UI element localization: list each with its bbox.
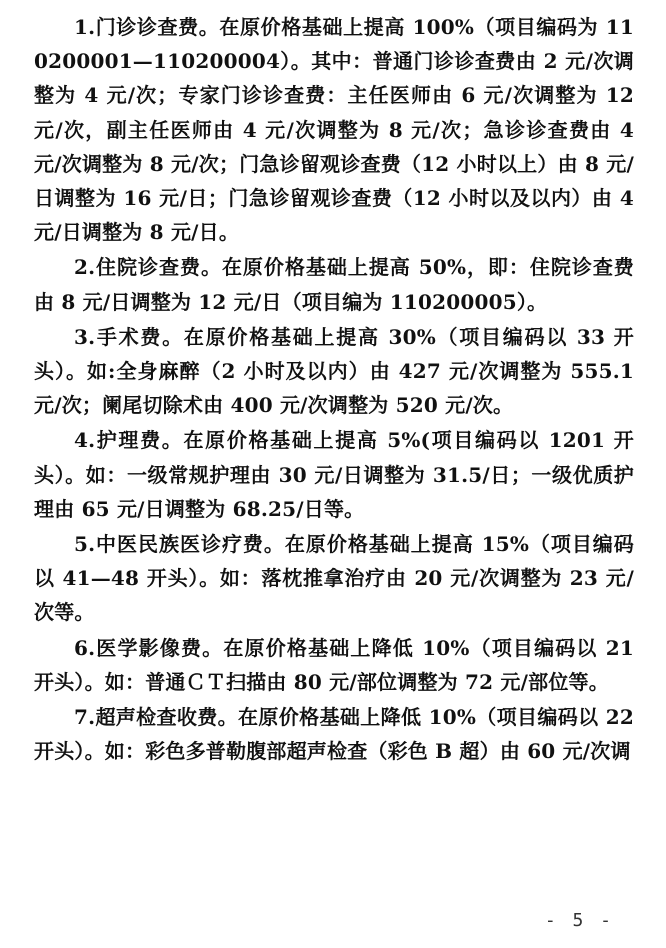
page-number: - 5 - xyxy=(544,910,614,931)
paragraph-ultrasound-fee xyxy=(34,700,634,768)
document-page xyxy=(34,10,634,768)
paragraph-imaging-fee xyxy=(34,631,634,699)
paragraph-heading: 7.超声检查收费。 xyxy=(74,705,239,730)
paragraph-body: 在原价格基础上提高 30%（项目编码以 33 开头）。如:全身麻醉（2 小时及以内）由 427 元/次调整为 555.1 元/次；阑尾切除术由 400 元/次调整为 520 元/次。 xyxy=(34,324,634,418)
paragraph-tcm-fee xyxy=(34,527,634,630)
paragraph-heading: 6.医学影像费。 xyxy=(74,635,224,660)
paragraph-body: 在原价格基础上降低 10%（项目编码以 22 开头）。如：彩色多普勒腹部超声检查（彩色 B 超）由 60 元/次调 xyxy=(34,705,634,764)
paragraph-outpatient-fee xyxy=(34,10,634,249)
paragraph-body: 在原价格基础上提高 15%（项目编码以 41—48 开头）。如：落枕推拿治疗由 20 元/次调整为 23 元/次等。 xyxy=(34,532,634,625)
paragraph-body: 在原价格基础上降低 10%（项目编码以 21 开头）。如：普通ＣＴ扫描由 80 元/部位调整为 72 元/部位等。 xyxy=(34,635,634,694)
paragraph-body: 在原价格基础上提高 5%(项目编码以 1201 开头）。如：一级常规护理由 30 元/日调整为 31.5/日；一级优质护理由 65 元/日调整为 68.25/日等。 xyxy=(34,428,634,521)
paragraph-body: 在原价格基础上提高 100%（项目编码为 110200001—110200004）。其中：普通门诊诊查费由 2 元/次调整为 4 元/次；专家门诊诊查费：主任医师由 6 元/次调整为 12 元/次，副主任医师由 4 元/次调整为 8 元/次；急诊诊查费由 4 元/次调整为 8 元/次；门急诊留观诊查费（12 小时以上）由 8 元/日调整为 16 元/日；门急诊留观诊查费（12 小时以及以内）由 4 元/日调整为 8 元/日。 xyxy=(34,15,634,245)
paragraph-surgery-fee xyxy=(34,320,634,423)
paragraph-inpatient-fee xyxy=(34,250,634,318)
paragraph-heading: 2.住院诊查费。 xyxy=(74,255,222,280)
paragraph-nursing-fee xyxy=(34,423,634,526)
paragraph-heading: 5.中医民族医诊疗费。 xyxy=(74,532,285,557)
paragraph-heading: 1.门诊诊查费。 xyxy=(74,15,220,39)
paragraph-heading: 3.手术费。 xyxy=(74,324,184,349)
paragraph-heading: 4.护理费。 xyxy=(74,428,184,453)
paragraph-body: 在原价格基础上提高 50%，即：住院诊查费由 8 元/日调整为 12 元/日（项目编为 110200005）。 xyxy=(34,255,635,314)
